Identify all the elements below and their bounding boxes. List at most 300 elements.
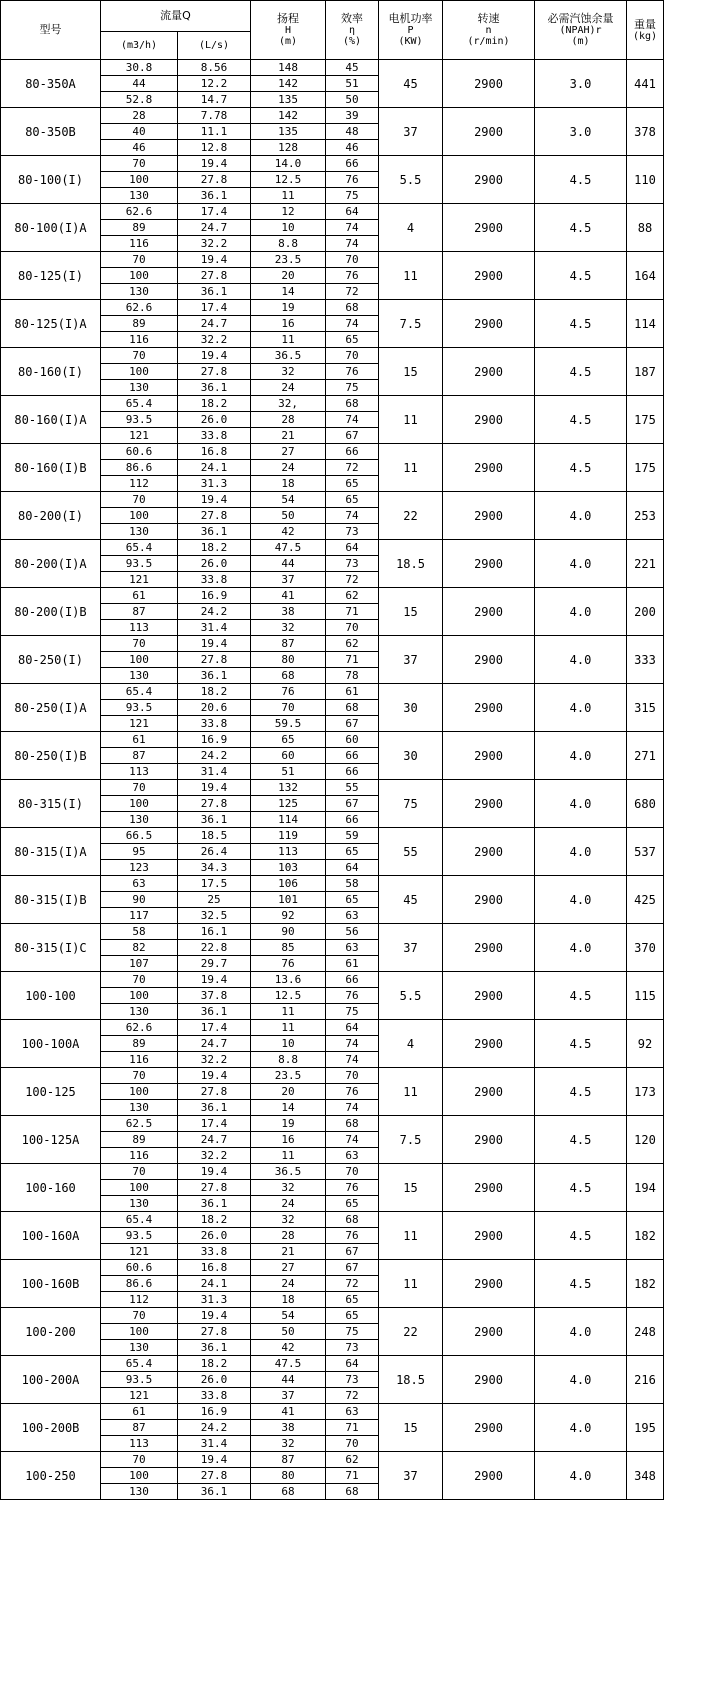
flow-ls-cell: 26.0: [178, 556, 251, 572]
efficiency-cell: 48: [326, 124, 379, 140]
efficiency-cell: 63: [326, 1148, 379, 1164]
flow-m3h-cell: 123: [101, 860, 178, 876]
efficiency-cell: 72: [326, 460, 379, 476]
header-flow: 流量Q: [101, 1, 251, 32]
flow-ls-cell: 31.3: [178, 476, 251, 492]
flow-m3h-cell: 82: [101, 940, 178, 956]
table-row: [1, 972, 664, 988]
flow-ls-cell: 19.4: [178, 1308, 251, 1324]
model-cell: 80-315(I)C: [1, 924, 101, 972]
flow-m3h-cell: 100: [101, 652, 178, 668]
weight-cell: 216: [627, 1356, 664, 1404]
flow-m3h-cell: 65.4: [101, 1356, 178, 1372]
flow-ls-cell: 12.2: [178, 76, 251, 92]
head-cell: 11: [251, 1148, 326, 1164]
power-cell: 18.5: [379, 540, 443, 588]
flow-ls-cell: 16.8: [178, 444, 251, 460]
head-cell: 44: [251, 1372, 326, 1388]
model-cell: 80-100(I): [1, 156, 101, 204]
efficiency-cell: 74: [326, 316, 379, 332]
power-cell: 11: [379, 444, 443, 492]
weight-cell: 315: [627, 684, 664, 732]
flow-ls-cell: 24.7: [178, 316, 251, 332]
head-cell: 50: [251, 1324, 326, 1340]
flow-m3h-cell: 130: [101, 284, 178, 300]
table-row: [1, 300, 664, 316]
head-cell: 28: [251, 412, 326, 428]
efficiency-cell: 67: [326, 1244, 379, 1260]
flow-ls-cell: 18.2: [178, 1212, 251, 1228]
flow-m3h-cell: 70: [101, 348, 178, 364]
flow-m3h-cell: 100: [101, 508, 178, 524]
head-cell: 16: [251, 1132, 326, 1148]
flow-m3h-cell: 89: [101, 1036, 178, 1052]
speed-cell: 2900: [443, 588, 535, 636]
flow-m3h-cell: 70: [101, 780, 178, 796]
flow-ls-cell: 16.8: [178, 1260, 251, 1276]
flow-m3h-cell: 65.4: [101, 1212, 178, 1228]
model-cell: 100-125: [1, 1068, 101, 1116]
weight-cell: 194: [627, 1164, 664, 1212]
flow-m3h-cell: 116: [101, 1052, 178, 1068]
flow-ls-cell: 17.4: [178, 204, 251, 220]
model-cell: 80-200(I)B: [1, 588, 101, 636]
head-cell: 38: [251, 604, 326, 620]
head-cell: 28: [251, 1228, 326, 1244]
flow-ls-cell: 27.8: [178, 1468, 251, 1484]
npsh-cell: 4.5: [535, 156, 627, 204]
header-flow-ls: (L/s): [178, 32, 251, 60]
flow-m3h-cell: 62.6: [101, 1020, 178, 1036]
flow-m3h-cell: 89: [101, 316, 178, 332]
flow-ls-cell: 27.8: [178, 1324, 251, 1340]
flow-m3h-cell: 70: [101, 972, 178, 988]
speed-cell: 2900: [443, 1068, 535, 1116]
flow-ls-cell: 27.8: [178, 796, 251, 812]
efficiency-cell: 75: [326, 1324, 379, 1340]
flow-m3h-cell: 116: [101, 1148, 178, 1164]
power-cell: 5.5: [379, 156, 443, 204]
flow-m3h-cell: 70: [101, 156, 178, 172]
flow-ls-cell: 22.8: [178, 940, 251, 956]
flow-m3h-cell: 121: [101, 1244, 178, 1260]
flow-ls-cell: 19.4: [178, 252, 251, 268]
flow-ls-cell: 19.4: [178, 348, 251, 364]
npsh-cell: 4.0: [535, 492, 627, 540]
efficiency-cell: 62: [326, 1452, 379, 1468]
flow-ls-cell: 37.8: [178, 988, 251, 1004]
flow-m3h-cell: 130: [101, 1340, 178, 1356]
power-cell: 30: [379, 732, 443, 780]
head-cell: 142: [251, 108, 326, 124]
efficiency-cell: 72: [326, 572, 379, 588]
speed-cell: 2900: [443, 348, 535, 396]
npsh-cell: 4.5: [535, 204, 627, 252]
flow-ls-cell: 36.1: [178, 1196, 251, 1212]
speed-cell: 2900: [443, 780, 535, 828]
flow-ls-cell: 7.78: [178, 108, 251, 124]
table-row: [1, 1212, 664, 1228]
efficiency-cell: 72: [326, 1276, 379, 1292]
power-cell: 15: [379, 588, 443, 636]
flow-ls-cell: 36.1: [178, 188, 251, 204]
head-cell: 42: [251, 1340, 326, 1356]
efficiency-cell: 63: [326, 940, 379, 956]
head-cell: 54: [251, 1308, 326, 1324]
flow-m3h-cell: 100: [101, 1468, 178, 1484]
flow-ls-cell: 16.1: [178, 924, 251, 940]
model-cell: 100-200A: [1, 1356, 101, 1404]
efficiency-cell: 64: [326, 860, 379, 876]
power-cell: 45: [379, 60, 443, 108]
weight-cell: 182: [627, 1260, 664, 1308]
flow-m3h-cell: 116: [101, 332, 178, 348]
table-row: [1, 204, 664, 220]
weight-cell: 175: [627, 444, 664, 492]
table-row: [1, 1308, 664, 1324]
flow-ls-cell: 16.9: [178, 732, 251, 748]
head-cell: 11: [251, 1004, 326, 1020]
efficiency-cell: 45: [326, 60, 379, 76]
head-cell: 142: [251, 76, 326, 92]
header-head: 扬程 H (m): [251, 1, 326, 60]
flow-m3h-cell: 121: [101, 428, 178, 444]
efficiency-cell: 62: [326, 636, 379, 652]
efficiency-cell: 60: [326, 732, 379, 748]
flow-ls-cell: 16.9: [178, 1404, 251, 1420]
efficiency-cell: 72: [326, 1388, 379, 1404]
flow-m3h-cell: 130: [101, 1484, 178, 1500]
efficiency-cell: 76: [326, 1228, 379, 1244]
model-cell: 100-100A: [1, 1020, 101, 1068]
flow-m3h-cell: 65.4: [101, 540, 178, 556]
head-cell: 125: [251, 796, 326, 812]
efficiency-cell: 75: [326, 380, 379, 396]
head-cell: 32: [251, 1180, 326, 1196]
speed-cell: 2900: [443, 492, 535, 540]
speed-cell: 2900: [443, 1452, 535, 1500]
power-cell: 15: [379, 1404, 443, 1452]
flow-m3h-cell: 58: [101, 924, 178, 940]
npsh-cell: 4.5: [535, 348, 627, 396]
efficiency-cell: 65: [326, 476, 379, 492]
speed-cell: 2900: [443, 1404, 535, 1452]
power-cell: 5.5: [379, 972, 443, 1020]
model-cell: 80-160(I): [1, 348, 101, 396]
npsh-cell: 4.0: [535, 1452, 627, 1500]
head-cell: 24: [251, 1196, 326, 1212]
efficiency-cell: 71: [326, 604, 379, 620]
speed-cell: 2900: [443, 924, 535, 972]
flow-m3h-cell: 60.6: [101, 444, 178, 460]
flow-ls-cell: 26.0: [178, 412, 251, 428]
model-cell: 80-315(I)A: [1, 828, 101, 876]
speed-cell: 2900: [443, 828, 535, 876]
flow-ls-cell: 19.4: [178, 780, 251, 796]
flow-m3h-cell: 46: [101, 140, 178, 156]
model-cell: 80-100(I)A: [1, 204, 101, 252]
npsh-cell: 4.5: [535, 252, 627, 300]
flow-ls-cell: 18.2: [178, 540, 251, 556]
weight-cell: 425: [627, 876, 664, 924]
efficiency-cell: 68: [326, 1116, 379, 1132]
efficiency-cell: 75: [326, 1004, 379, 1020]
flow-m3h-cell: 89: [101, 1132, 178, 1148]
power-cell: 11: [379, 1068, 443, 1116]
flow-ls-cell: 33.8: [178, 1244, 251, 1260]
speed-cell: 2900: [443, 1020, 535, 1068]
flow-ls-cell: 33.8: [178, 716, 251, 732]
flow-ls-cell: 26.0: [178, 1372, 251, 1388]
efficiency-cell: 75: [326, 188, 379, 204]
flow-ls-cell: 19.4: [178, 1068, 251, 1084]
efficiency-cell: 39: [326, 108, 379, 124]
npsh-cell: 4.0: [535, 1404, 627, 1452]
npsh-cell: 4.5: [535, 396, 627, 444]
flow-m3h-cell: 100: [101, 268, 178, 284]
flow-ls-cell: 19.4: [178, 636, 251, 652]
table-row: [1, 444, 664, 460]
head-cell: 27: [251, 444, 326, 460]
flow-ls-cell: 27.8: [178, 652, 251, 668]
power-cell: 55: [379, 828, 443, 876]
efficiency-cell: 68: [326, 700, 379, 716]
head-cell: 21: [251, 1244, 326, 1260]
efficiency-cell: 66: [326, 748, 379, 764]
head-cell: 54: [251, 492, 326, 508]
flow-ls-cell: 24.1: [178, 1276, 251, 1292]
efficiency-cell: 70: [326, 1164, 379, 1180]
flow-ls-cell: 24.2: [178, 604, 251, 620]
efficiency-cell: 65: [326, 844, 379, 860]
efficiency-cell: 74: [326, 1100, 379, 1116]
weight-cell: 271: [627, 732, 664, 780]
flow-ls-cell: 19.4: [178, 156, 251, 172]
efficiency-cell: 74: [326, 1052, 379, 1068]
head-cell: 24: [251, 1276, 326, 1292]
speed-cell: 2900: [443, 1116, 535, 1164]
speed-cell: 2900: [443, 1356, 535, 1404]
power-cell: 4: [379, 1020, 443, 1068]
model-cell: 100-100: [1, 972, 101, 1020]
flow-ls-cell: 33.8: [178, 428, 251, 444]
flow-ls-cell: 36.1: [178, 524, 251, 540]
efficiency-cell: 51: [326, 76, 379, 92]
flow-ls-cell: 18.5: [178, 828, 251, 844]
flow-ls-cell: 20.6: [178, 700, 251, 716]
table-row: [1, 684, 664, 700]
head-cell: 60: [251, 748, 326, 764]
flow-ls-cell: 12.8: [178, 140, 251, 156]
model-cell: 100-200: [1, 1308, 101, 1356]
speed-cell: 2900: [443, 300, 535, 348]
header-npsh: 必需汽蚀余量 (NPAH)r (m): [535, 1, 627, 60]
power-cell: 11: [379, 1212, 443, 1260]
efficiency-cell: 64: [326, 540, 379, 556]
efficiency-cell: 50: [326, 92, 379, 108]
weight-cell: 370: [627, 924, 664, 972]
efficiency-cell: 74: [326, 508, 379, 524]
efficiency-cell: 56: [326, 924, 379, 940]
flow-ls-cell: 27.8: [178, 172, 251, 188]
flow-ls-cell: 24.1: [178, 460, 251, 476]
flow-m3h-cell: 65.4: [101, 396, 178, 412]
flow-m3h-cell: 130: [101, 524, 178, 540]
npsh-cell: 4.5: [535, 444, 627, 492]
power-cell: 37: [379, 108, 443, 156]
weight-cell: 187: [627, 348, 664, 396]
flow-m3h-cell: 95: [101, 844, 178, 860]
flow-ls-cell: 36.1: [178, 1484, 251, 1500]
npsh-cell: 4.5: [535, 1068, 627, 1116]
speed-cell: 2900: [443, 1260, 535, 1308]
head-cell: 24: [251, 460, 326, 476]
efficiency-cell: 74: [326, 220, 379, 236]
head-cell: 59.5: [251, 716, 326, 732]
head-cell: 47.5: [251, 1356, 326, 1372]
npsh-cell: 4.0: [535, 540, 627, 588]
table-row: [1, 1452, 664, 1468]
head-cell: 10: [251, 1036, 326, 1052]
efficiency-cell: 65: [326, 1196, 379, 1212]
efficiency-cell: 76: [326, 172, 379, 188]
flow-ls-cell: 32.2: [178, 1052, 251, 1068]
flow-m3h-cell: 93.5: [101, 700, 178, 716]
npsh-cell: 4.0: [535, 828, 627, 876]
speed-cell: 2900: [443, 204, 535, 252]
head-cell: 19: [251, 1116, 326, 1132]
flow-m3h-cell: 87: [101, 604, 178, 620]
head-cell: 119: [251, 828, 326, 844]
npsh-cell: 3.0: [535, 108, 627, 156]
power-cell: 75: [379, 780, 443, 828]
weight-cell: 680: [627, 780, 664, 828]
efficiency-cell: 70: [326, 1068, 379, 1084]
table-row: [1, 108, 664, 124]
flow-m3h-cell: 121: [101, 1388, 178, 1404]
head-cell: 36.5: [251, 1164, 326, 1180]
flow-m3h-cell: 70: [101, 1164, 178, 1180]
flow-m3h-cell: 62.6: [101, 300, 178, 316]
weight-cell: 200: [627, 588, 664, 636]
weight-cell: 348: [627, 1452, 664, 1500]
head-cell: 37: [251, 1388, 326, 1404]
flow-ls-cell: 18.2: [178, 1356, 251, 1372]
speed-cell: 2900: [443, 540, 535, 588]
npsh-cell: 4.0: [535, 732, 627, 780]
table-row: [1, 1260, 664, 1276]
model-cell: 100-160: [1, 1164, 101, 1212]
head-cell: 8.8: [251, 1052, 326, 1068]
flow-m3h-cell: 61: [101, 732, 178, 748]
flow-ls-cell: 17.4: [178, 300, 251, 316]
header-weight: 重量 (kg): [627, 1, 664, 60]
npsh-cell: 4.0: [535, 924, 627, 972]
model-cell: 80-200(I)A: [1, 540, 101, 588]
speed-cell: 2900: [443, 636, 535, 684]
head-cell: 90: [251, 924, 326, 940]
table-row: [1, 348, 664, 364]
efficiency-cell: 65: [326, 492, 379, 508]
head-cell: 50: [251, 508, 326, 524]
head-cell: 12: [251, 204, 326, 220]
power-cell: 11: [379, 396, 443, 444]
flow-ls-cell: 27.8: [178, 1084, 251, 1100]
head-cell: 14: [251, 1100, 326, 1116]
npsh-cell: 3.0: [535, 60, 627, 108]
npsh-cell: 4.5: [535, 972, 627, 1020]
speed-cell: 2900: [443, 252, 535, 300]
head-cell: 85: [251, 940, 326, 956]
efficiency-cell: 68: [326, 1484, 379, 1500]
npsh-cell: 4.0: [535, 588, 627, 636]
head-cell: 13.6: [251, 972, 326, 988]
table-row: [1, 636, 664, 652]
npsh-cell: 4.5: [535, 1116, 627, 1164]
flow-m3h-cell: 66.5: [101, 828, 178, 844]
model-cell: 80-250(I)B: [1, 732, 101, 780]
flow-m3h-cell: 90: [101, 892, 178, 908]
efficiency-cell: 73: [326, 1340, 379, 1356]
head-cell: 18: [251, 476, 326, 492]
model-cell: 100-160A: [1, 1212, 101, 1260]
table-row: [1, 1020, 664, 1036]
flow-m3h-cell: 86.6: [101, 1276, 178, 1292]
npsh-cell: 4.0: [535, 876, 627, 924]
speed-cell: 2900: [443, 1212, 535, 1260]
efficiency-cell: 71: [326, 652, 379, 668]
flow-ls-cell: 17.4: [178, 1116, 251, 1132]
flow-ls-cell: 16.9: [178, 588, 251, 604]
table-row: [1, 1068, 664, 1084]
flow-ls-cell: 36.1: [178, 380, 251, 396]
flow-m3h-cell: 112: [101, 1292, 178, 1308]
flow-ls-cell: 34.3: [178, 860, 251, 876]
flow-ls-cell: 14.7: [178, 92, 251, 108]
flow-ls-cell: 36.1: [178, 668, 251, 684]
flow-ls-cell: 36.1: [178, 812, 251, 828]
efficiency-cell: 73: [326, 1372, 379, 1388]
efficiency-cell: 46: [326, 140, 379, 156]
flow-m3h-cell: 87: [101, 1420, 178, 1436]
flow-m3h-cell: 130: [101, 1100, 178, 1116]
flow-ls-cell: 36.1: [178, 284, 251, 300]
head-cell: 80: [251, 1468, 326, 1484]
weight-cell: 378: [627, 108, 664, 156]
flow-m3h-cell: 130: [101, 668, 178, 684]
flow-m3h-cell: 44: [101, 76, 178, 92]
speed-cell: 2900: [443, 444, 535, 492]
flow-ls-cell: 8.56: [178, 60, 251, 76]
weight-cell: 173: [627, 1068, 664, 1116]
head-cell: 32: [251, 364, 326, 380]
power-cell: 11: [379, 1260, 443, 1308]
flow-ls-cell: 27.8: [178, 268, 251, 284]
head-cell: 135: [251, 92, 326, 108]
flow-m3h-cell: 100: [101, 364, 178, 380]
weight-cell: 115: [627, 972, 664, 1020]
flow-ls-cell: 24.2: [178, 1420, 251, 1436]
efficiency-cell: 58: [326, 876, 379, 892]
weight-cell: 537: [627, 828, 664, 876]
power-cell: 37: [379, 636, 443, 684]
flow-ls-cell: 36.1: [178, 1100, 251, 1116]
head-cell: 92: [251, 908, 326, 924]
speed-cell: 2900: [443, 1308, 535, 1356]
speed-cell: 2900: [443, 60, 535, 108]
flow-m3h-cell: 52.8: [101, 92, 178, 108]
head-cell: 20: [251, 1084, 326, 1100]
